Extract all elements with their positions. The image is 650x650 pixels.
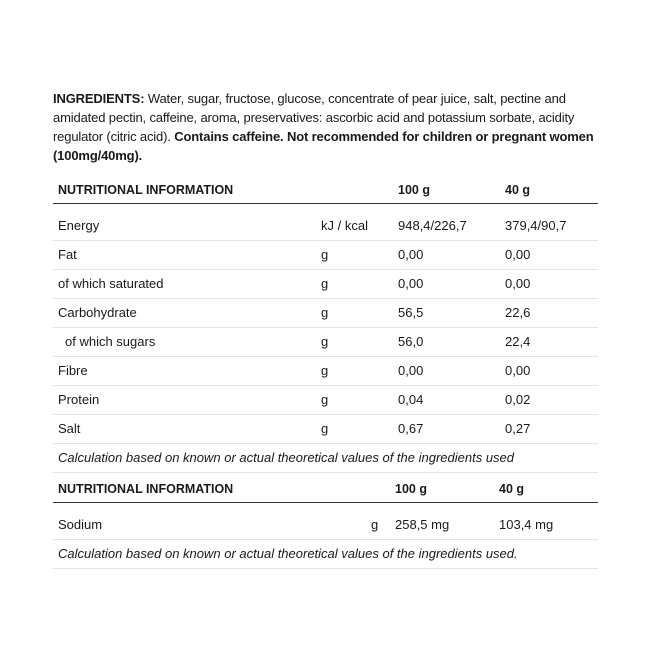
row-value-40g: 22,4 xyxy=(505,334,531,349)
table-row-sugars xyxy=(53,328,598,357)
table-row-salt xyxy=(53,415,598,444)
row-name: of which saturated xyxy=(58,276,164,291)
row-unit: kJ / kcal xyxy=(321,218,368,233)
row-name: Protein xyxy=(58,392,100,407)
nutrition-table-main xyxy=(53,177,598,473)
header-title: NUTRITIONAL INFORMATION xyxy=(58,183,234,197)
table-row-protein xyxy=(53,386,598,415)
row-unit: g xyxy=(321,421,329,436)
table-row-sodium xyxy=(53,511,598,540)
row-value-100g: 0,00 xyxy=(398,247,424,262)
row-value-100g: 56,5 xyxy=(398,305,424,320)
header-col-40g: 40 g xyxy=(499,482,525,496)
row-unit: g xyxy=(321,392,329,407)
table-header xyxy=(53,177,598,204)
row-value-100g: 0,00 xyxy=(398,276,424,291)
ingredients-paragraph xyxy=(53,89,601,165)
row-value-100g: 0,04 xyxy=(398,392,424,407)
table-row-fibre xyxy=(53,357,598,386)
row-value-40g: 0,00 xyxy=(505,363,531,378)
calculation-note: Calculation based on known or actual theoretical values of the ingredients used. xyxy=(58,546,518,561)
table-row-carbohydrate xyxy=(53,299,598,328)
table-header xyxy=(53,476,598,503)
row-name: Fat xyxy=(58,247,77,262)
table-row-energy xyxy=(53,212,598,241)
row-unit: g xyxy=(371,517,379,532)
row-name: Fibre xyxy=(58,363,88,378)
row-name: Sodium xyxy=(58,517,103,532)
table-row-saturated xyxy=(53,270,598,299)
row-unit: g xyxy=(321,334,329,349)
row-value-40g: 0,02 xyxy=(505,392,531,407)
calculation-note: Calculation based on known or actual theoretical values of the ingredients used xyxy=(58,450,515,465)
row-value-100g: 258,5 mg xyxy=(395,517,450,532)
row-value-100g: 56,0 xyxy=(398,334,424,349)
row-name: Carbohydrate xyxy=(58,305,137,320)
ingredients-label: INGREDIENTS: xyxy=(53,91,145,106)
header-col-40g: 40 g xyxy=(505,183,531,197)
table-footnote-row xyxy=(53,540,598,569)
row-value-40g: 0,00 xyxy=(505,247,531,262)
header-col-100g: 100 g xyxy=(395,482,427,496)
row-value-100g: 0,00 xyxy=(398,363,424,378)
row-name: Energy xyxy=(58,218,100,233)
table-footnote-row xyxy=(53,444,598,473)
header-title: NUTRITIONAL INFORMATION xyxy=(58,482,234,496)
row-value-40g: 0,00 xyxy=(505,276,531,291)
row-value-100g: 0,67 xyxy=(398,421,424,436)
table-row-fat xyxy=(53,241,598,270)
row-unit: g xyxy=(321,276,329,291)
row-value-100g: 948,4/226,7 xyxy=(398,218,467,233)
row-name: of which sugars xyxy=(65,334,156,349)
row-value-40g: 103,4 mg xyxy=(499,517,554,532)
caffeine-warning: Contains caffeine. Not recommended for children or pregnant women (100mg/40mg). xyxy=(53,129,594,163)
ingredients-text: Water, sugar, fructose, glucose, concentrate of pear juice, salt, pectine and amidated pectin, caffeine, aroma, preservatives: ascorbic acid and potassium sorbate, acidity regulator (citric acid). xyxy=(53,91,575,144)
row-unit: g xyxy=(321,363,329,378)
row-name: Salt xyxy=(58,421,81,436)
row-value-40g: 22,6 xyxy=(505,305,531,320)
nutrition-table-sodium xyxy=(53,476,598,569)
row-unit: g xyxy=(321,247,329,262)
row-unit: g xyxy=(321,305,329,320)
row-value-40g: 379,4/90,7 xyxy=(505,218,567,233)
row-value-40g: 0,27 xyxy=(505,421,531,436)
header-col-100g: 100 g xyxy=(398,183,430,197)
